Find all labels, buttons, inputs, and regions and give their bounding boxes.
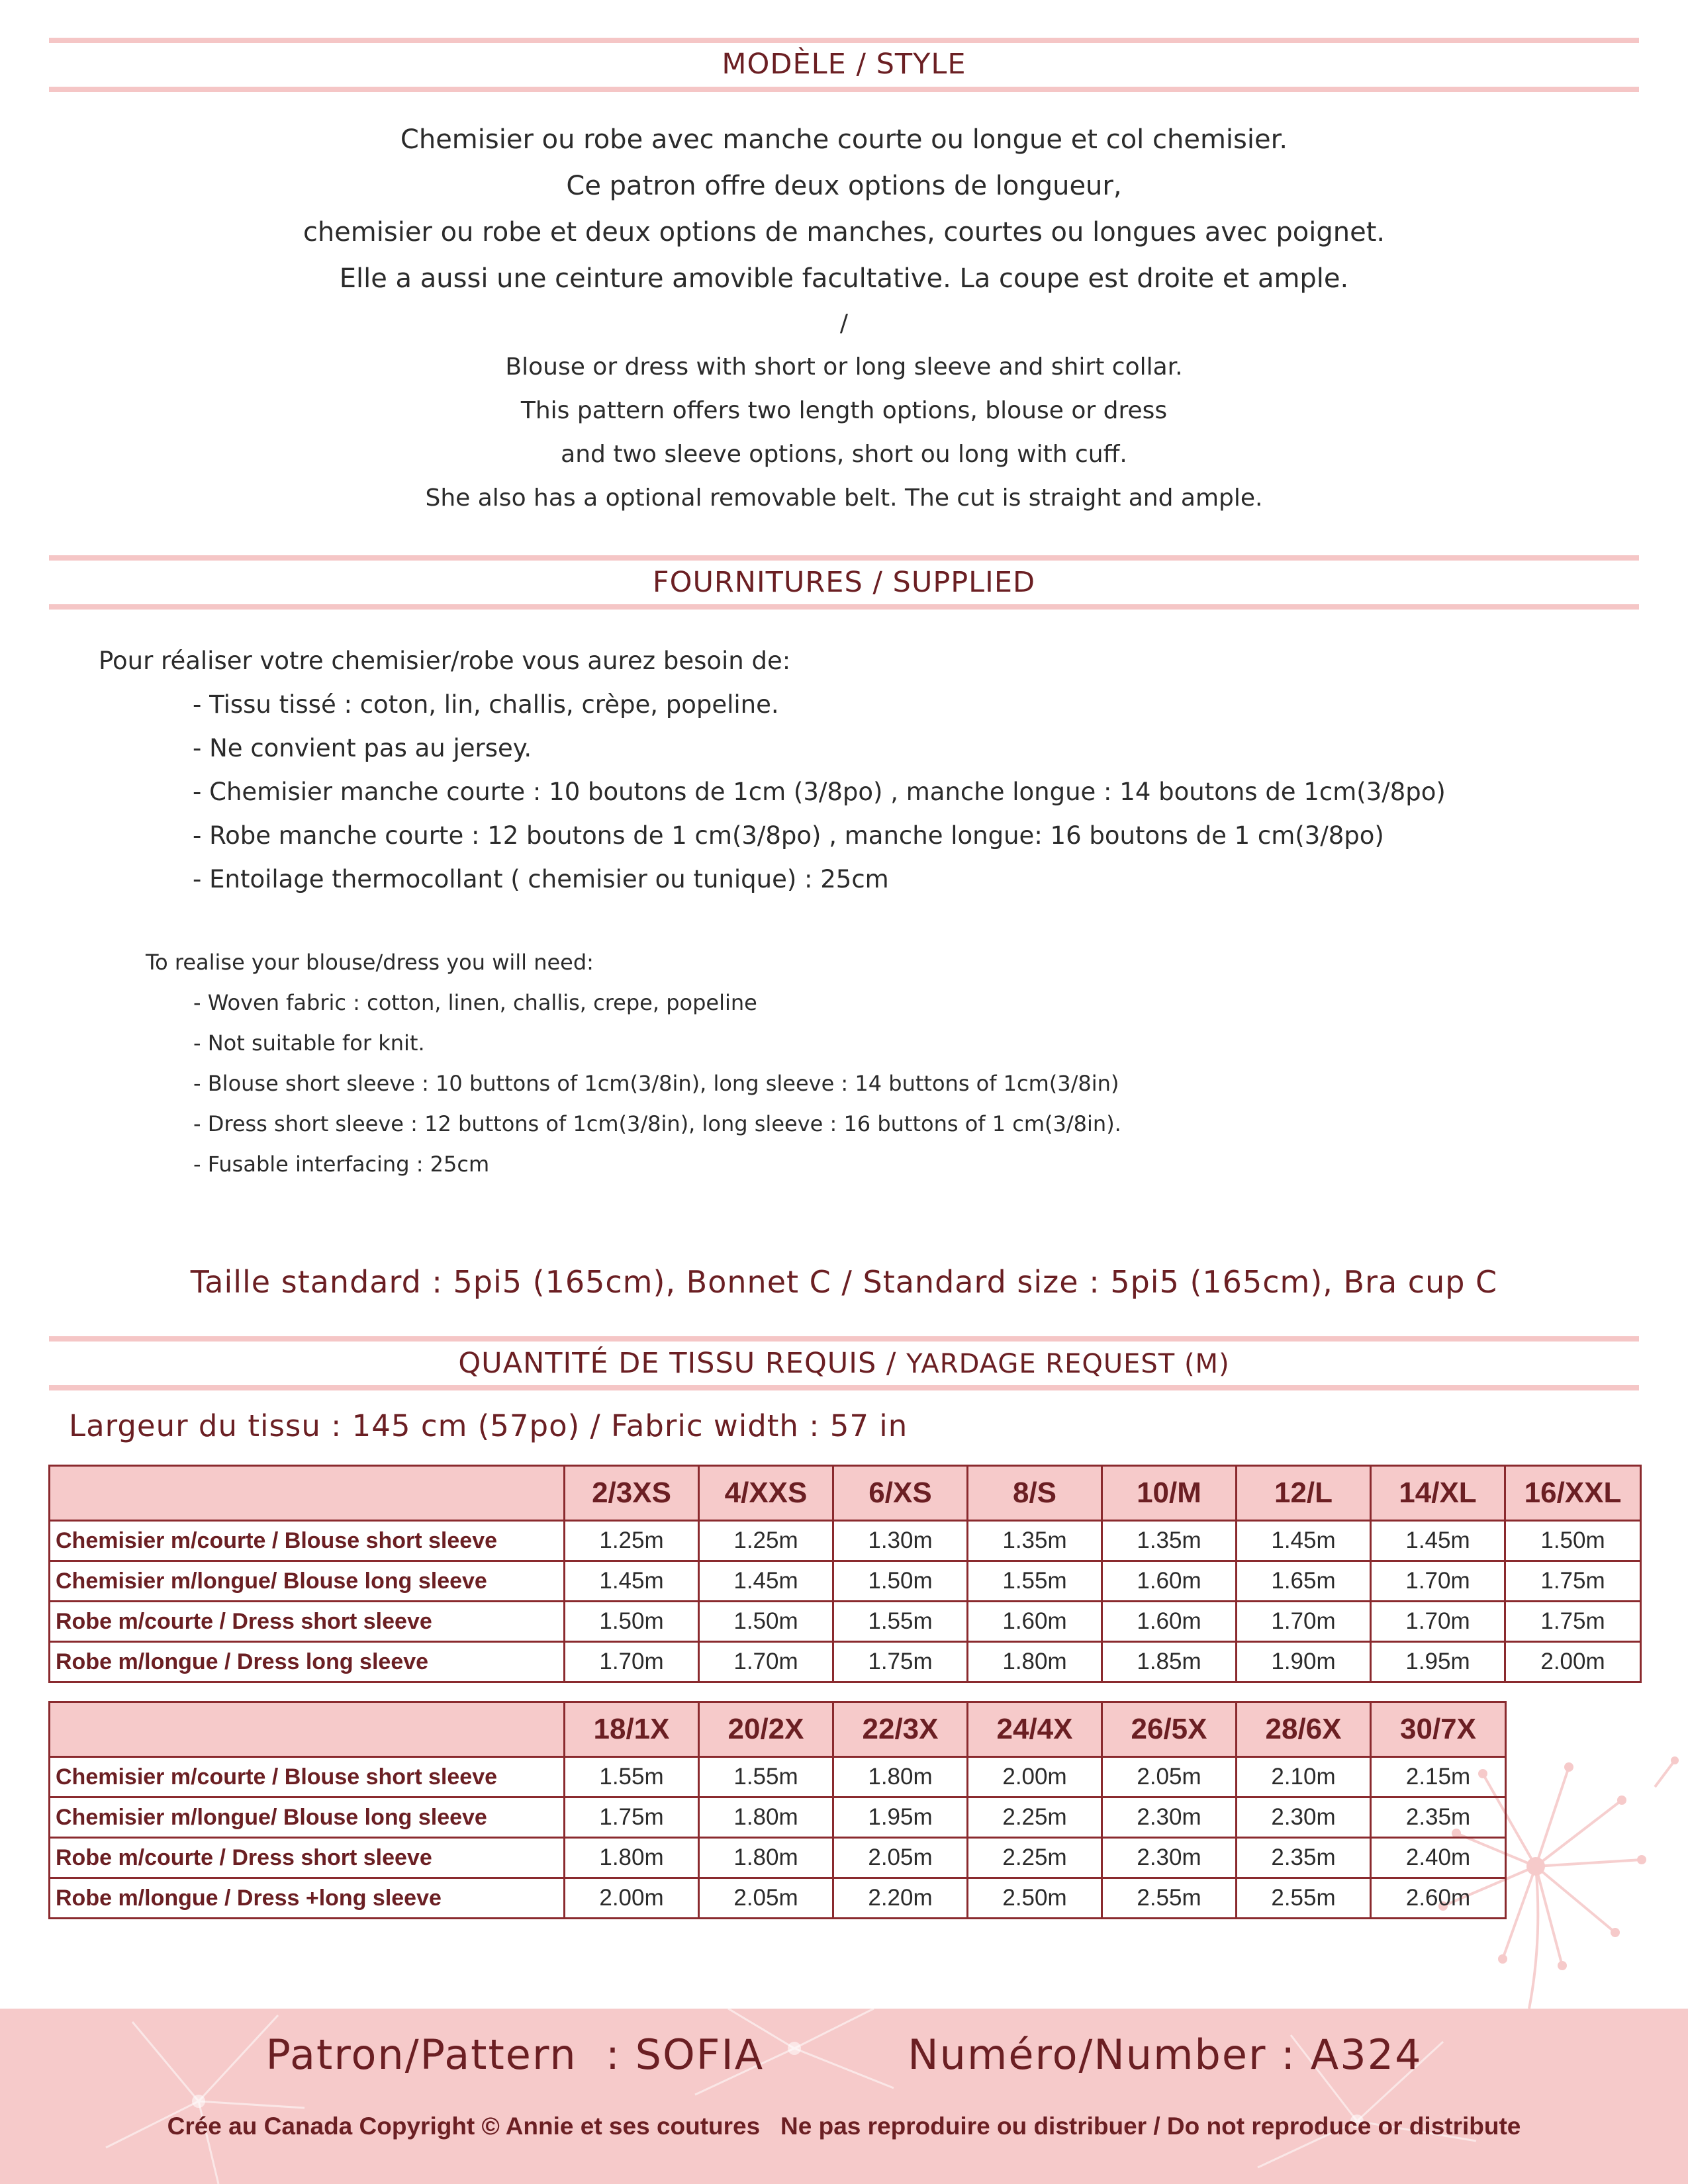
yardage-title-small: YARDAGE REQUEST (M): [906, 1349, 1230, 1379]
yardage-cell: 2.10m: [1237, 1757, 1371, 1797]
yardage-cell: 1.80m: [699, 1838, 833, 1878]
fabric-width: Largeur du tissu : 145 cm (57po) / Fabric width : 57 in: [69, 1408, 908, 1443]
yardage-cell: 1.70m: [1371, 1561, 1505, 1602]
yardage-cell: 1.80m: [699, 1797, 833, 1838]
size-header: 18/1X: [565, 1702, 699, 1757]
table-row: [50, 1642, 1641, 1682]
size-header: 2/3XS: [565, 1466, 699, 1521]
footer-pattern-info: [0, 2030, 1688, 2079]
table-row: [50, 1561, 1641, 1602]
supplies-fr-item: - Chemisier manche courte : 10 boutons de 1cm (3/8po) , manche longue : 14 boutons de 1cm(3/8po): [193, 778, 1446, 806]
size-header: 30/7X: [1371, 1702, 1506, 1757]
size-header: 22/3X: [833, 1702, 968, 1757]
yardage-cell: 1.70m: [1371, 1602, 1505, 1642]
yardage-cell: 2.30m: [1237, 1797, 1371, 1838]
size-header: 8/S: [968, 1466, 1102, 1521]
yardage-cell: 1.55m: [833, 1602, 968, 1642]
pattern-name: Patron/Pattern : SOFIA: [265, 2030, 765, 2079]
yardage-cell: 1.85m: [1102, 1642, 1237, 1682]
supplies-en-item: - Woven fabric : cotton, linen, challis, crepe, popeline: [193, 990, 757, 1015]
yardage-cell: 2.00m: [565, 1878, 699, 1919]
supplies-fr-item: - Ne convient pas au jersey.: [193, 734, 532, 762]
size-header: 16/XXL: [1505, 1466, 1641, 1521]
table-row: [50, 1797, 1506, 1838]
footer-copyright: Crée au Canada Copyright © Annie et ses coutures Ne pas reproduire ou distribuer / Do not reproduce or distribute: [167, 2113, 1521, 2140]
yardage-cell: 1.55m: [565, 1757, 699, 1797]
row-label: Robe m/courte / Dress short sleeve: [50, 1602, 565, 1642]
yardage-cell: 1.60m: [1102, 1602, 1237, 1642]
row-label: Chemisier m/courte / Blouse short sleeve: [50, 1521, 565, 1561]
yardage-cell: 1.95m: [1371, 1642, 1505, 1682]
yardage-section-title: [0, 1347, 1688, 1380]
yardage-cell: 2.25m: [968, 1838, 1102, 1878]
yardage-cell: 1.75m: [565, 1797, 699, 1838]
rule-yardage-top: [49, 1336, 1639, 1342]
yardage-cell: 2.40m: [1371, 1838, 1506, 1878]
style-fr-line: Elle a aussi une ceinture amovible facultative. La coupe est droite et ample.: [339, 263, 1349, 294]
yardage-cell: 2.15m: [1371, 1757, 1506, 1797]
yardage-cell: 2.05m: [1102, 1757, 1237, 1797]
size-header: 12/L: [1237, 1466, 1371, 1521]
supplies-en-item: - Not suitable for knit.: [193, 1030, 425, 1056]
yardage-cell: 1.95m: [833, 1797, 968, 1838]
supplies-en-lead: To realise your blouse/dress you will need:: [146, 950, 594, 975]
supplies-section-title: FOURNITURES / SUPPLIED: [652, 566, 1036, 599]
supplies-en-item: - Blouse short sleeve : 10 buttons of 1cm(3/8in), long sleeve : 14 buttons of 1cm(3/8in): [193, 1071, 1119, 1096]
supplies-fr-lead: Pour réaliser votre chemisier/robe vous aurez besoin de:: [99, 647, 791, 675]
row-label: Robe m/longue / Dress +long sleeve: [50, 1878, 565, 1919]
yardage-cell: 2.00m: [968, 1757, 1102, 1797]
size-header: 10/M: [1102, 1466, 1237, 1521]
yardage-cell: 1.70m: [565, 1642, 699, 1682]
style-separator: /: [839, 310, 849, 337]
supplies-en-item: - Dress short sleeve : 12 buttons of 1cm(3/8in), long sleeve : 16 buttons of 1 cm(3/8in).: [193, 1111, 1121, 1136]
yardage-cell: 1.65m: [1237, 1561, 1371, 1602]
yardage-cell: 2.20m: [833, 1878, 968, 1919]
yardage-cell: 1.50m: [833, 1561, 968, 1602]
supplies-fr-item: - Robe manche courte : 12 boutons de 1 cm(3/8po) , manche longue: 16 boutons de 1 cm(3/8po): [193, 821, 1384, 850]
yardage-cell: 2.30m: [1102, 1797, 1237, 1838]
style-en-line: and two sleeve options, short ou long with cuff.: [561, 441, 1127, 468]
row-label: Robe m/courte / Dress short sleeve: [50, 1838, 565, 1878]
row-label: Chemisier m/longue/ Blouse long sleeve: [50, 1797, 565, 1838]
table-row: [50, 1878, 1506, 1919]
yardage-table-1: [48, 1465, 1642, 1683]
table-header-row: [50, 1702, 1506, 1757]
yardage-cell: 1.60m: [968, 1602, 1102, 1642]
yardage-cell: 1.90m: [1237, 1642, 1371, 1682]
size-header: 20/2X: [699, 1702, 833, 1757]
yardage-cell: 1.75m: [1505, 1561, 1641, 1602]
standard-size: Taille standard : 5pi5 (165cm), Bonnet C / Standard size : 5pi5 (165cm), Bra cup C: [190, 1264, 1498, 1300]
supplies-en-list: [146, 942, 1121, 1185]
yardage-cell: 2.60m: [1371, 1878, 1506, 1919]
yardage-cell: 1.55m: [968, 1561, 1102, 1602]
yardage-cell: 1.50m: [565, 1602, 699, 1642]
yardage-cell: 1.25m: [699, 1521, 833, 1561]
yardage-cell: 1.30m: [833, 1521, 968, 1561]
yardage-cell: 2.05m: [833, 1838, 968, 1878]
yardage-cell: 1.25m: [565, 1521, 699, 1561]
supplies-fr-item: - Entoilage thermocollant ( chemisier ou tunique) : 25cm: [193, 865, 889, 893]
yardage-cell: 1.75m: [833, 1642, 968, 1682]
yardage-cell: 2.35m: [1237, 1838, 1371, 1878]
rule-supplies-bottom: [49, 604, 1639, 610]
style-en-line: She also has a optional removable belt. The cut is straight and ample.: [425, 484, 1263, 512]
size-header: 26/5X: [1102, 1702, 1237, 1757]
yardage-cell: 2.55m: [1102, 1878, 1237, 1919]
yardage-cell: 1.80m: [968, 1642, 1102, 1682]
yardage-cell: 1.45m: [565, 1561, 699, 1602]
yardage-cell: 1.50m: [699, 1602, 833, 1642]
yardage-cell: 1.60m: [1102, 1561, 1237, 1602]
size-header: 24/4X: [968, 1702, 1102, 1757]
style-fr-line: Ce patron offre deux options de longueur,: [566, 171, 1122, 201]
yardage-cell: 1.70m: [699, 1642, 833, 1682]
supplies-fr-item: - Tissu tissé : coton, lin, challis, crèpe, popeline.: [193, 690, 779, 719]
style-fr-line: Chemisier ou robe avec manche courte ou longue et col chemisier.: [400, 124, 1288, 155]
yardage-table-2: [48, 1701, 1507, 1919]
yardage-cell: 2.25m: [968, 1797, 1102, 1838]
style-en-line: Blouse or dress with short or long sleeve and shirt collar.: [505, 353, 1183, 381]
size-header: 6/XS: [833, 1466, 968, 1521]
style-en-line: This pattern offers two length options, blouse or dress: [520, 397, 1168, 424]
yardage-cell: 1.45m: [1237, 1521, 1371, 1561]
table-row: [50, 1757, 1506, 1797]
style-description: [0, 116, 1688, 520]
supplies-fr-list: [99, 639, 1446, 901]
size-header: 4/XXS: [699, 1466, 833, 1521]
yardage-cell: 2.00m: [1505, 1642, 1641, 1682]
yardage-cell: 1.80m: [833, 1757, 968, 1797]
style-section-title: MODÈLE / STYLE: [722, 48, 966, 81]
yardage-cell: 1.50m: [1505, 1521, 1641, 1561]
rule-style-bottom: [49, 87, 1639, 92]
table-corner-cell: [50, 1702, 565, 1757]
pattern-number: Numéro/Number : A324: [908, 2030, 1423, 2079]
row-label: Robe m/longue / Dress long sleeve: [50, 1642, 565, 1682]
style-fr-line: chemisier ou robe et deux options de manches, courtes ou longues avec poignet.: [303, 217, 1385, 248]
yardage-cell: 1.45m: [699, 1561, 833, 1602]
size-header: 14/XL: [1371, 1466, 1505, 1521]
yardage-cell: 1.35m: [1102, 1521, 1237, 1561]
table-corner-cell: [50, 1466, 565, 1521]
yardage-cell: 1.70m: [1237, 1602, 1371, 1642]
rule-supplies-top: [49, 555, 1639, 561]
rule-style-top: [49, 38, 1639, 43]
yardage-cell: 1.45m: [1371, 1521, 1505, 1561]
table-header-row: [50, 1466, 1641, 1521]
row-label: Chemisier m/longue/ Blouse long sleeve: [50, 1561, 565, 1602]
yardage-cell: 2.55m: [1237, 1878, 1371, 1919]
rule-yardage-bottom: [49, 1385, 1639, 1390]
yardage-cell: 1.80m: [565, 1838, 699, 1878]
supplies-en-item: - Fusable interfacing : 25cm: [193, 1152, 490, 1177]
table-row: [50, 1521, 1641, 1561]
yardage-cell: 2.05m: [699, 1878, 833, 1919]
yardage-cell: 1.55m: [699, 1757, 833, 1797]
yardage-cell: 1.35m: [968, 1521, 1102, 1561]
yardage-title-main: QUANTITÉ DE TISSU REQUIS /: [458, 1347, 907, 1380]
row-label: Chemisier m/courte / Blouse short sleeve: [50, 1757, 565, 1797]
yardage-cell: 2.50m: [968, 1878, 1102, 1919]
yardage-cell: 1.75m: [1505, 1602, 1641, 1642]
yardage-cell: 2.35m: [1371, 1797, 1506, 1838]
size-header: 28/6X: [1237, 1702, 1371, 1757]
table-row: [50, 1602, 1641, 1642]
table-row: [50, 1838, 1506, 1878]
yardage-cell: 2.30m: [1102, 1838, 1237, 1878]
